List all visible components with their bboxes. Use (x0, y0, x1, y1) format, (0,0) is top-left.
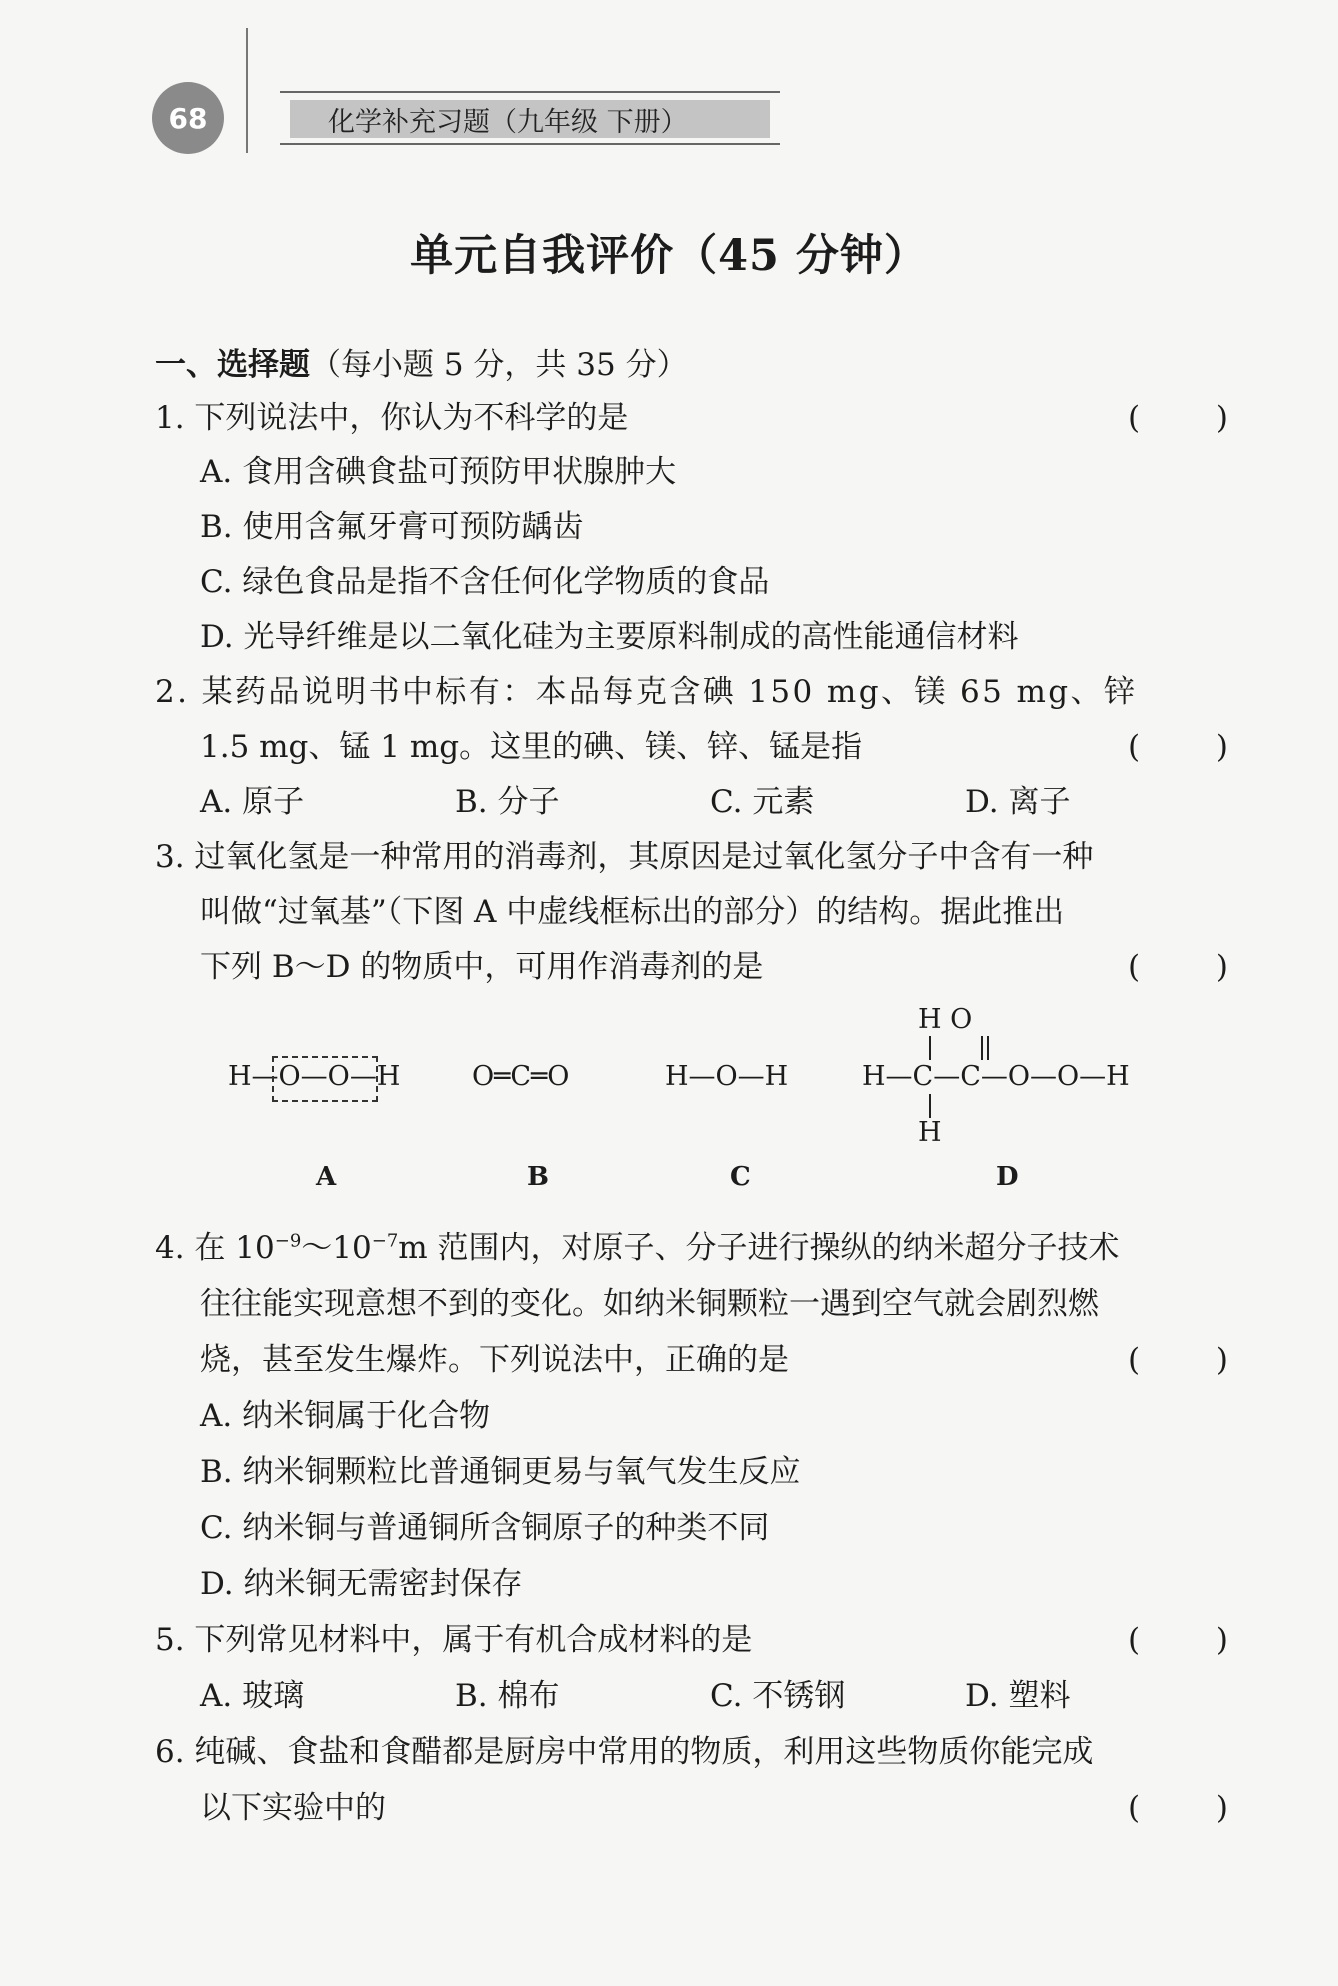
q2-line2: 1.5 mg、锰 1 mg。这里的碘、镁、锌、锰是指 (200, 729, 863, 765)
q3-line2: 叫做“过氧基”（下图 A 中虚线框标出的部分）的结构。据此推出 (200, 894, 1065, 930)
q5-option-c: C. 不锈钢 (710, 1678, 846, 1714)
structure-d-double-bond-2 (987, 1036, 989, 1060)
q5-options (200, 1676, 1220, 1716)
q1-option-d: D. 光导纤维是以二氧化硅为主要原料制成的高性能通信材料 (200, 619, 1019, 655)
q3-line1: 3. 过氧化氢是一种常用的消毒剂，其原因是过氧化氢分子中含有一种 (155, 839, 1094, 875)
structure-c: H—O—H (665, 1061, 789, 1092)
q4-option-c: C. 纳米铜与普通铜所含铜原子的种类不同 (200, 1510, 770, 1546)
q5-stem: 5. 下列常见材料中，属于有机合成材料的是 (155, 1622, 753, 1658)
section-note: （每小题 5 分，共 35 分） (310, 347, 688, 383)
structure-d-bottom: H (918, 1117, 942, 1148)
q5-option-d: D. 塑料 (965, 1678, 1071, 1714)
header-rule-top (280, 91, 780, 93)
q4-answer-blank: ( ) (1128, 1342, 1228, 1378)
structure-label-c: C (730, 1162, 751, 1192)
q4-option-a: A. 纳米铜属于化合物 (200, 1398, 491, 1434)
q1-option-a: A. 食用含碘食盐可预防甲状腺肿大 (200, 454, 677, 490)
q4-exponent-1: −9 (274, 1230, 302, 1252)
q4-line2: 往往能实现意想不到的变化。如纳米铜颗粒一遇到空气就会剧烈燃 (200, 1286, 1099, 1322)
peroxy-dashed-box (272, 1056, 378, 1102)
q2-option-a: A. 原子 (200, 784, 305, 820)
q3-line3: 下列 B～D 的物质中，可用作消毒剂的是 (200, 949, 764, 985)
q5-option-a: A. 玻璃 (200, 1678, 305, 1714)
q2-line1: 2. 某药品说明书中标有：本品每克含碘 150 mg、镁 65 mg、锌 (155, 674, 1138, 710)
structure-label-a: A (316, 1162, 337, 1192)
header-rule-bottom (280, 143, 780, 145)
q2-options (200, 782, 1220, 822)
structure-d-mid: H—C—C—O—O—H (862, 1061, 1130, 1092)
structure-label-b: B (527, 1162, 549, 1192)
q2-option-c: C. 元素 (710, 784, 815, 820)
q1-option-c: C. 绿色食品是指不含任何化学物质的食品 (200, 564, 770, 600)
q2-answer-blank: ( ) (1128, 729, 1228, 765)
q4-option-b: B. 纳米铜颗粒比普通铜更易与氧气发生反应 (200, 1454, 801, 1490)
structure-d-bond-down (929, 1094, 931, 1118)
structure-d-double-bond-1 (981, 1036, 983, 1060)
page-title: 单元自我评价（45 分钟） (410, 231, 928, 281)
structure-b: O═C═O (472, 1061, 570, 1092)
q3-answer-blank: ( ) (1128, 949, 1228, 985)
structure-label-d: D (996, 1162, 1019, 1192)
page-number-badge: 68 (152, 82, 224, 154)
q4-line3: 烧，甚至发生爆炸。下列说法中，正确的是 (200, 1342, 789, 1378)
q5-option-b: B. 棉布 (455, 1678, 560, 1714)
q4-line1: 4. 在 $10^{-9}\sim 10^{-7}m$ 范围内，对原子、分子进行操纵的纳米超分子技术 (155, 1230, 1120, 1266)
structure-a: H—O—O—H (228, 1061, 401, 1092)
q2-option-d: D. 离子 (965, 784, 1071, 820)
q1-option-b: B. 使用含氟牙膏可预防龋齿 (200, 509, 584, 545)
q6-answer-blank: ( ) (1128, 1790, 1228, 1826)
structure-d-top: H O (918, 1004, 973, 1035)
q5-answer-blank: ( ) (1128, 1622, 1228, 1658)
section-heading (155, 345, 688, 385)
q1-answer-blank: ( ) (1128, 400, 1228, 436)
q6-line1: 6. 纯碱、食盐和食醋都是厨房中常用的物质，利用这些物质你能完成 (155, 1734, 1094, 1770)
section-label: 一、选择题 (155, 347, 310, 383)
q4-exponent-2: −7 (371, 1230, 399, 1252)
q2-option-b: B. 分子 (455, 784, 560, 820)
q6-line2: 以下实验中的 (200, 1790, 386, 1826)
q4-option-d: D. 纳米铜无需密封保存 (200, 1566, 523, 1602)
header-divider (246, 28, 248, 153)
structure-d-bond-up (929, 1036, 931, 1060)
q1-stem: 1. 下列说法中，你认为不科学的是 (155, 400, 629, 436)
book-title: 化学补充习题（九年级 下册） (290, 100, 770, 138)
